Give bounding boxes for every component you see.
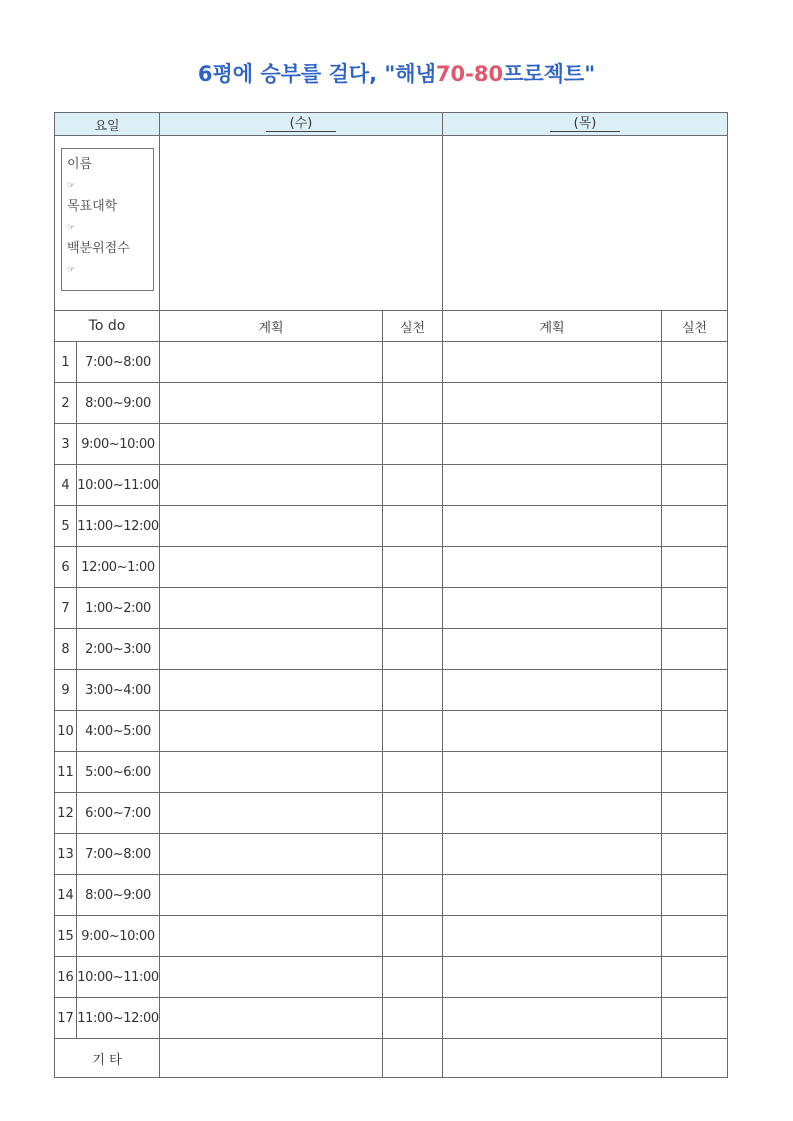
time-slot-rows: [55, 342, 728, 1039]
time-slot-row: [55, 752, 728, 793]
slot-time: 9:00~10:00: [77, 916, 160, 957]
day1-done-cell[interactable]: [383, 506, 443, 547]
title-part-2: 70-80: [435, 62, 504, 86]
pointing-hand-icon[interactable]: ☞: [67, 265, 76, 275]
slot-time: 9:00~10:00: [77, 424, 160, 465]
slot-time: 12:00~1:00: [77, 547, 160, 588]
slot-number: 11: [55, 752, 77, 793]
day1-etc-done-cell[interactable]: [383, 1039, 443, 1078]
day2-plan-cell[interactable]: [443, 793, 662, 834]
day2-done-cell[interactable]: [662, 834, 728, 875]
todo-label: To do: [55, 311, 160, 342]
day1-done-cell[interactable]: [383, 957, 443, 998]
day2-plan-cell[interactable]: [443, 998, 662, 1039]
day1-plan-cell[interactable]: [160, 834, 383, 875]
time-slot-row: [55, 506, 728, 547]
student-info-box: [61, 148, 154, 291]
day2-plan-header: 계획: [443, 311, 662, 342]
day1-done-header: 실천: [383, 311, 443, 342]
target-university-label: 목표대학: [67, 199, 118, 214]
time-slot-row: [55, 957, 728, 998]
day2-done-cell[interactable]: [662, 424, 728, 465]
slot-number: 6: [55, 547, 77, 588]
slot-time: 7:00~8:00: [77, 342, 160, 383]
day2-done-cell[interactable]: [662, 793, 728, 834]
day2-done-cell[interactable]: [662, 875, 728, 916]
day2-done-cell[interactable]: [662, 711, 728, 752]
slot-time: 10:00~11:00: [77, 465, 160, 506]
day1-plan-cell[interactable]: [160, 711, 383, 752]
day2-plan-cell[interactable]: [443, 670, 662, 711]
day-of-week-label: 요일: [55, 113, 160, 136]
pointing-hand-icon[interactable]: ☞: [67, 223, 76, 233]
day1-done-cell[interactable]: [383, 547, 443, 588]
day1-done-cell[interactable]: [383, 670, 443, 711]
slot-time: 8:00~9:00: [77, 875, 160, 916]
day2-plan-cell[interactable]: [443, 957, 662, 998]
slot-number: 8: [55, 629, 77, 670]
day1-plan-cell[interactable]: [160, 547, 383, 588]
day2-plan-cell[interactable]: [443, 834, 662, 875]
day2-etc-plan-cell[interactable]: [443, 1039, 662, 1078]
time-slot-row: [55, 916, 728, 957]
day1-done-cell[interactable]: [383, 588, 443, 629]
day2-plan-cell[interactable]: [443, 752, 662, 793]
slot-time: 11:00~12:00: [77, 998, 160, 1039]
title-part-3: 프로젝트": [503, 62, 596, 86]
day2-plan-cell[interactable]: [443, 424, 662, 465]
day2-plan-cell[interactable]: [443, 547, 662, 588]
slot-number: 17: [55, 998, 77, 1039]
day2-label: (목): [550, 116, 620, 132]
day2-done-cell[interactable]: [662, 957, 728, 998]
time-slot-row: [55, 711, 728, 752]
slot-number: 7: [55, 588, 77, 629]
time-slot-row: [55, 998, 728, 1039]
pointing-hand-icon[interactable]: ☞: [67, 181, 76, 191]
day2-done-cell[interactable]: [662, 506, 728, 547]
day2-done-header: 실천: [662, 311, 728, 342]
slot-time: 10:00~11:00: [77, 957, 160, 998]
slot-number: 1: [55, 342, 77, 383]
percentile-score-label: 백분위점수: [67, 241, 130, 256]
day2-plan-cell[interactable]: [443, 916, 662, 957]
day1-done-cell[interactable]: [383, 834, 443, 875]
slot-number: 3: [55, 424, 77, 465]
day1-done-cell[interactable]: [383, 465, 443, 506]
day2-done-cell[interactable]: [662, 998, 728, 1039]
etc-label: 기 타: [55, 1039, 160, 1078]
etc-row: [55, 1039, 728, 1078]
day1-done-cell[interactable]: [383, 752, 443, 793]
day1-plan-cell[interactable]: [160, 588, 383, 629]
day1-header[interactable]: [160, 113, 443, 136]
day1-done-cell[interactable]: [383, 875, 443, 916]
slot-number: 5: [55, 506, 77, 547]
day1-plan-cell[interactable]: [160, 916, 383, 957]
time-slot-row: [55, 424, 728, 465]
day1-plan-cell[interactable]: [160, 793, 383, 834]
day1-done-cell[interactable]: [383, 998, 443, 1039]
slot-time: 2:00~3:00: [77, 629, 160, 670]
day1-plan-cell[interactable]: [160, 424, 383, 465]
day1-plan-cell[interactable]: [160, 506, 383, 547]
day2-done-cell[interactable]: [662, 629, 728, 670]
time-slot-row: [55, 465, 728, 506]
day1-plan-cell[interactable]: [160, 875, 383, 916]
day2-plan-cell[interactable]: [443, 383, 662, 424]
day1-plan-cell[interactable]: [160, 957, 383, 998]
slot-number: 9: [55, 670, 77, 711]
slot-number: 4: [55, 465, 77, 506]
slot-time: 8:00~9:00: [77, 383, 160, 424]
slot-number: 12: [55, 793, 77, 834]
slot-number: 16: [55, 957, 77, 998]
time-slot-row: [55, 629, 728, 670]
slot-number: 10: [55, 711, 77, 752]
time-slot-row: [55, 547, 728, 588]
day2-plan-cell[interactable]: [443, 342, 662, 383]
day2-plan-cell[interactable]: [443, 588, 662, 629]
student-info-cell: [55, 136, 160, 311]
slot-time: 7:00~8:00: [77, 834, 160, 875]
day2-plan-cell[interactable]: [443, 465, 662, 506]
slot-time: 3:00~4:00: [77, 670, 160, 711]
todo-header-row: [55, 311, 728, 342]
header-row: [55, 113, 728, 136]
slot-number: 15: [55, 916, 77, 957]
day1-done-cell[interactable]: [383, 424, 443, 465]
day1-plan-cell[interactable]: [160, 998, 383, 1039]
name-label: 이름: [67, 157, 93, 172]
time-slot-row: [55, 670, 728, 711]
day1-done-cell[interactable]: [383, 793, 443, 834]
slot-number: 14: [55, 875, 77, 916]
day2-header[interactable]: [443, 113, 728, 136]
time-slot-row: [55, 342, 728, 383]
day2-etc-done-cell[interactable]: [662, 1039, 728, 1078]
day1-plan-cell[interactable]: [160, 383, 383, 424]
day1-plan-cell[interactable]: [160, 342, 383, 383]
day1-label: (수): [266, 116, 336, 132]
day1-done-cell[interactable]: [383, 383, 443, 424]
slot-time: 6:00~7:00: [77, 793, 160, 834]
slot-time: 1:00~2:00: [77, 588, 160, 629]
day1-plan-cell[interactable]: [160, 465, 383, 506]
time-slot-row: [55, 588, 728, 629]
time-slot-row: [55, 834, 728, 875]
day2-done-cell[interactable]: [662, 465, 728, 506]
day2-done-cell[interactable]: [662, 670, 728, 711]
day2-done-cell[interactable]: [662, 916, 728, 957]
time-slot-row: [55, 383, 728, 424]
day2-done-cell[interactable]: [662, 383, 728, 424]
day2-plan-cell[interactable]: [443, 711, 662, 752]
day1-etc-plan-cell[interactable]: [160, 1039, 383, 1078]
slot-number: 2: [55, 383, 77, 424]
day2-done-cell[interactable]: [662, 752, 728, 793]
day1-memo-area[interactable]: [160, 136, 443, 311]
day2-done-cell[interactable]: [662, 588, 728, 629]
day2-plan-cell[interactable]: [443, 875, 662, 916]
day1-plan-cell[interactable]: [160, 629, 383, 670]
slot-time: 4:00~5:00: [77, 711, 160, 752]
info-row: [55, 136, 728, 311]
day2-plan-cell[interactable]: [443, 506, 662, 547]
day2-done-cell[interactable]: [662, 547, 728, 588]
day1-done-cell[interactable]: [383, 629, 443, 670]
day2-done-cell[interactable]: [662, 342, 728, 383]
slot-time: 11:00~12:00: [77, 506, 160, 547]
day1-done-cell[interactable]: [383, 342, 443, 383]
page-title: [0, 58, 793, 88]
day1-plan-cell[interactable]: [160, 752, 383, 793]
title-part-1: 6평에 승부를 걸다, "해냄: [197, 62, 436, 86]
slot-number: 13: [55, 834, 77, 875]
day2-memo-area[interactable]: [443, 136, 728, 311]
day2-plan-cell[interactable]: [443, 629, 662, 670]
slot-time: 5:00~6:00: [77, 752, 160, 793]
planner-table: [54, 112, 728, 1078]
time-slot-row: [55, 875, 728, 916]
time-slot-row: [55, 793, 728, 834]
day1-plan-cell[interactable]: [160, 670, 383, 711]
day1-done-cell[interactable]: [383, 711, 443, 752]
day1-done-cell[interactable]: [383, 916, 443, 957]
day1-plan-header: 계획: [160, 311, 383, 342]
